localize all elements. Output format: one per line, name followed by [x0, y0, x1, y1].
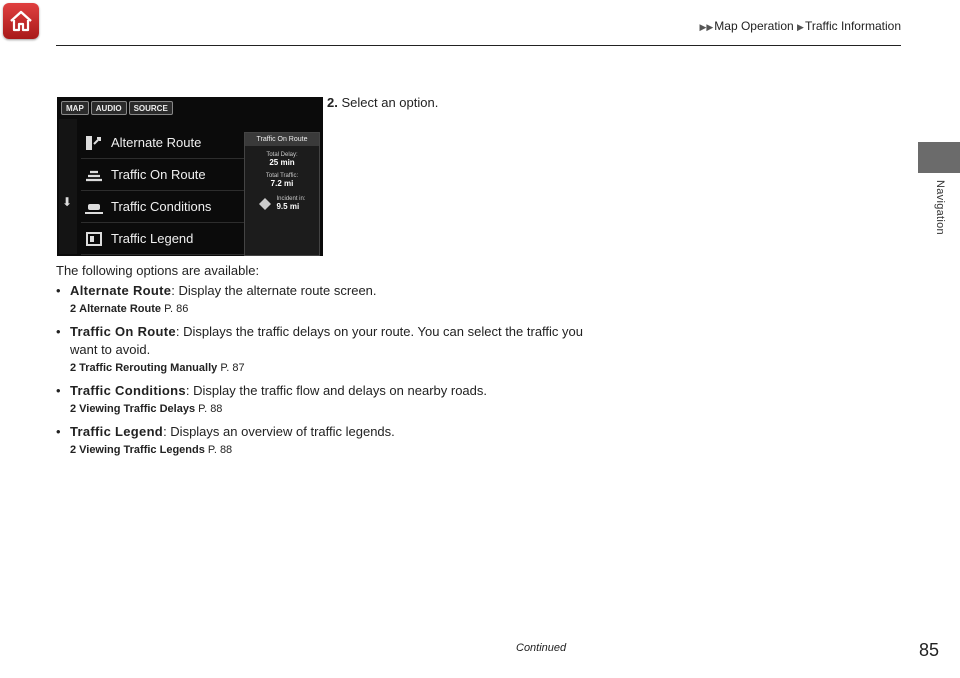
reference-arrow-icon: 2: [70, 403, 77, 415]
incident-value: 9.5 mi: [276, 202, 300, 211]
option-item: [56, 423, 596, 441]
cross-reference-link[interactable]: [70, 402, 596, 416]
arrow-down-icon: ⬇: [62, 195, 73, 209]
screen-menu-label: Traffic Conditions: [111, 199, 212, 214]
continued-label: Continued: [516, 642, 567, 654]
reference-title: Traffic Rerouting Manually: [79, 362, 218, 374]
home-icon: [8, 8, 34, 34]
incident-label: Incident in:: [276, 196, 306, 202]
reference-title: Alternate Route: [79, 303, 162, 315]
chevron-right-icon: ▶▶: [699, 22, 714, 32]
reference-arrow-icon: 2: [70, 303, 77, 315]
screen-tab-map: MAP: [61, 101, 89, 115]
option-term: Traffic Conditions: [70, 383, 186, 398]
screen-scroll-column: [59, 119, 77, 254]
bullet-icon: •: [56, 324, 61, 339]
option-desc: : Displays an overview of traffic legends.: [163, 424, 395, 439]
traffic-conditions-icon: [81, 198, 107, 216]
incident-info: [245, 196, 319, 211]
option-item: [56, 282, 596, 300]
step-instruction: [327, 95, 438, 110]
navigation-screen-image: [57, 97, 323, 256]
reference-title: Viewing Traffic Delays: [79, 403, 196, 415]
section-label: Navigation: [934, 180, 946, 235]
option-term: Traffic On Route: [70, 324, 176, 339]
cross-reference-link[interactable]: [70, 443, 596, 457]
header-divider: [56, 45, 901, 46]
reference-page: P. 88: [198, 403, 223, 415]
step-text: Select an option.: [341, 95, 439, 110]
option-desc: : Display the traffic flow and delays on nearby roads.: [185, 383, 487, 398]
total-traffic-label: Total Traffic:: [265, 173, 299, 179]
total-traffic-value: 7.2 mi: [270, 179, 294, 188]
cross-reference-link[interactable]: [70, 302, 596, 316]
reference-page: P. 87: [220, 362, 245, 374]
reference-arrow-icon: 2: [70, 444, 77, 456]
option-desc: : Displays the traffic delays on your route. You can select the traffic you want to avoid.: [70, 324, 584, 357]
screen-menu-label: Traffic On Route: [111, 167, 206, 182]
section-tab: [918, 142, 960, 173]
page-number: 85: [918, 640, 939, 660]
reference-page: P. 88: [207, 444, 233, 456]
total-traffic: [245, 173, 319, 188]
screen-menu-label: Alternate Route: [111, 135, 202, 150]
total-delay: [245, 152, 319, 167]
screen-tab-source: SOURCE: [129, 101, 173, 115]
traffic-info-panel: [244, 132, 320, 256]
bullet-icon: •: [56, 283, 61, 298]
traffic-legend-icon: [81, 230, 107, 248]
option-desc: : Display the alternate route screen.: [171, 283, 377, 298]
cross-reference-link[interactable]: [70, 361, 596, 375]
screen-menu-label: Traffic Legend: [111, 231, 194, 246]
incident-icon: [258, 197, 272, 211]
total-delay-label: Total Delay:: [266, 152, 298, 158]
options-section: [56, 263, 596, 464]
option-item: [56, 323, 596, 359]
total-delay-value: 25 min: [269, 158, 295, 167]
traffic-on-route-icon: [81, 166, 107, 184]
options-intro: The following options are available:: [56, 263, 260, 278]
bullet-icon: •: [56, 424, 61, 439]
breadcrumb-item[interactable]: Map Operation: [714, 19, 794, 33]
step-number: 2.: [327, 95, 338, 110]
breadcrumb-item[interactable]: Traffic Information: [804, 19, 901, 33]
panel-title: Traffic On Route: [245, 133, 319, 146]
bullet-icon: •: [56, 383, 61, 398]
home-button[interactable]: [3, 3, 39, 39]
option-term: Alternate Route: [70, 283, 172, 298]
reference-title: Viewing Traffic Legends: [79, 444, 205, 456]
screen-tab-audio: AUDIO: [91, 101, 127, 115]
option-term: Traffic Legend: [70, 424, 164, 439]
option-item: [56, 382, 596, 400]
chevron-right-icon: ▶: [797, 22, 804, 32]
screen-tabbar: [61, 101, 173, 115]
reference-page: P. 86: [164, 303, 189, 315]
breadcrumb: [699, 19, 901, 33]
alternate-route-icon: [81, 134, 107, 152]
reference-arrow-icon: 2: [70, 362, 77, 374]
